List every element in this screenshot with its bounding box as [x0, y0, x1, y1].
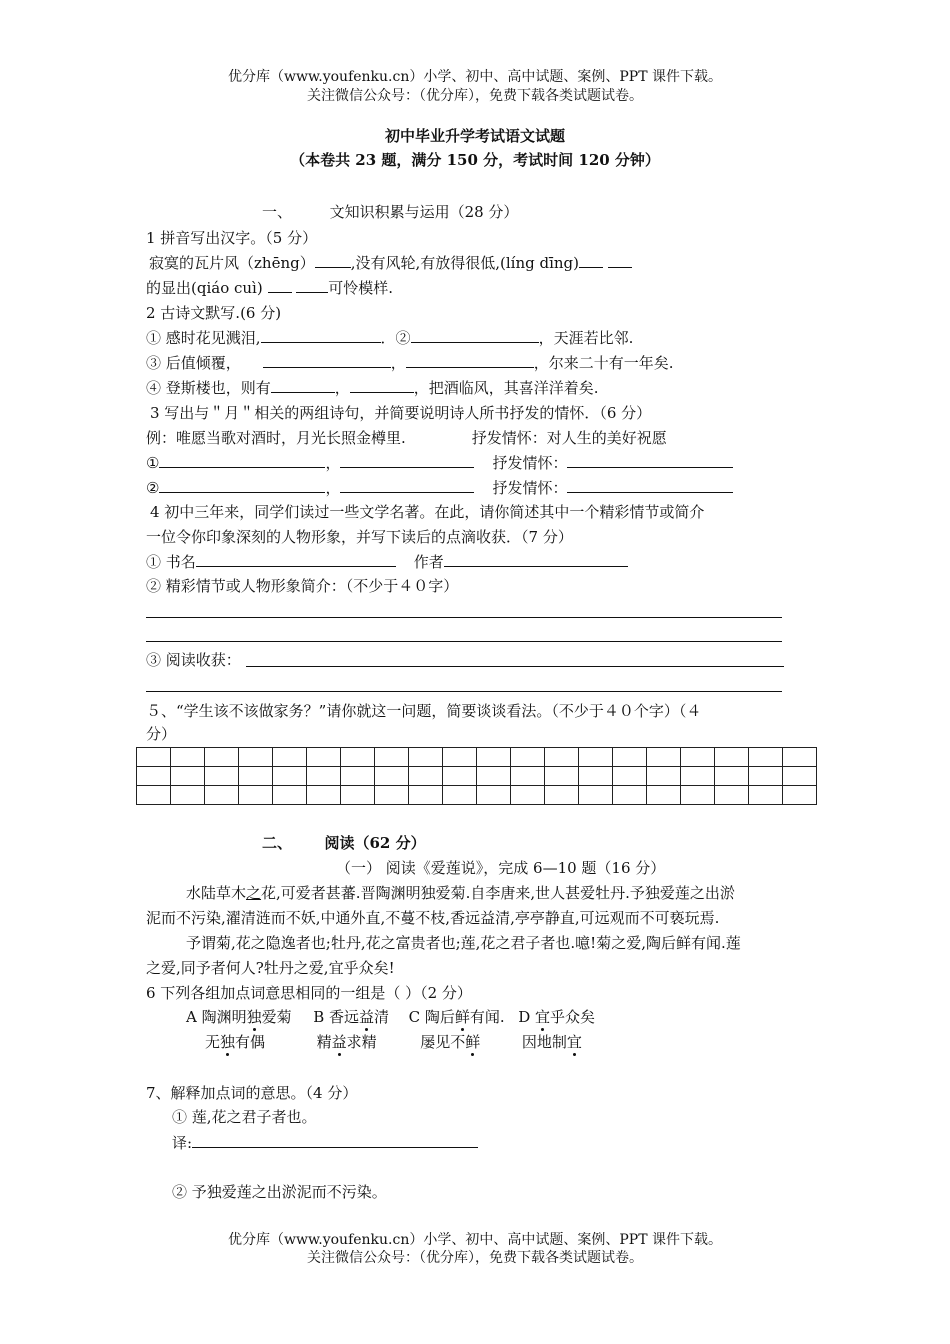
q3-line-1: ① ， 抒发情怀： — [146, 453, 733, 473]
q3-blank-3[interactable] — [567, 453, 733, 468]
section2-heading — [262, 833, 426, 853]
q6-title: 6 下列各组加点词意思相同的一组是（ ）（2 分） — [146, 984, 472, 1002]
reading-sub-heading: （一） 阅读《爱莲说》，完成 6—10 题（16 分） — [336, 859, 666, 877]
q7-item-1: ① 莲,花之君子者也。 — [172, 1108, 317, 1126]
section1-number: 一、 — [262, 203, 293, 221]
q3-blank-2[interactable] — [340, 453, 474, 468]
header-line-1: 优分库（www.youfenku.cn）小学、初中、高中试题、案例、PPT 课件下载。 — [227, 69, 722, 85]
q1-blank-5[interactable] — [296, 278, 328, 293]
q6-options-row-1: A 陶渊明独爱菊 B 香远益清 C 陶后鲜有闻. D 宜乎众矣 — [186, 1008, 596, 1026]
footer-line-1: 优分库（www.youfenku.cn）小学、初中、高中试题、案例、PPT 课件下载。 — [227, 1232, 722, 1248]
exam-subtitle: （本卷共 23 题，满分 150 分，考试时间 120 分钟） — [290, 151, 660, 169]
q2-blank-4[interactable] — [406, 353, 534, 368]
q7-translation-blank[interactable] — [192, 1133, 478, 1148]
header-line-2: 关注微信公众号：（优分库），免费下载各类试题试卷。 — [307, 88, 643, 104]
q7-item-2: ② 予独爱莲之出淤泥而不污染。 — [172, 1183, 387, 1201]
q2-blank-3[interactable] — [263, 353, 391, 368]
q2-blank-2[interactable] — [411, 328, 539, 343]
grid-row — [137, 767, 817, 786]
q2-blank-5[interactable] — [271, 378, 335, 393]
section2-title: 阅读（62 分） — [324, 834, 426, 852]
q2-title: 2 古诗文默写.(6 分) — [146, 304, 282, 322]
q4-book-blank[interactable] — [196, 552, 396, 567]
q5-answer-grid[interactable] — [136, 747, 817, 805]
q4-line-2: 一位令你印象深刻的人物形象，并写下读后的点滴收获．（7 分） — [146, 528, 573, 546]
q2-blank-1[interactable] — [261, 328, 381, 343]
q4-answer-line-2[interactable] — [146, 641, 782, 642]
q1-blank-2[interactable] — [579, 253, 603, 268]
q1-blank-3[interactable] — [608, 253, 632, 268]
q4-plot-label: ② 精彩情节或人物形象简介：（不少于４０字） — [146, 577, 459, 595]
q4-author-blank[interactable] — [444, 552, 628, 567]
section2-number: 二、 — [262, 834, 293, 852]
q3-blank-1[interactable] — [159, 453, 325, 468]
q1-line-2: 的显出(qiáo cuì) 可怜模样. — [146, 279, 394, 297]
exam-title: 初中毕业升学考试语文试题 — [384, 127, 565, 145]
passage-p1-line-1: 水陆草木之花,可爱者甚蕃.晋陶渊明独爱菊.自李唐来,世人甚爱牡丹.予独爱莲之出淤 — [186, 884, 735, 902]
q4-answer-line-3[interactable] — [146, 691, 782, 692]
q7-title: 7、解释加点词的意思。（4 分） — [146, 1084, 358, 1102]
q4-answer-line-1[interactable] — [146, 617, 782, 618]
section1-heading — [262, 202, 518, 222]
q4-gain-label: ③ 阅读收获： — [146, 651, 241, 669]
q2-line-1: ① 感时花见溅泪, ．② ，天涯若比邻. — [146, 329, 634, 347]
q2-blank-6[interactable] — [350, 378, 414, 393]
q1-blank-1[interactable] — [315, 253, 351, 268]
q4-book-author: ① 书名 作者 — [146, 552, 628, 572]
q5-line-2: 分） — [146, 725, 177, 743]
q2-line-2: ③ 后值倾覆， ， ，尔来二十有一年矣. — [146, 354, 674, 372]
q4-gain-blank[interactable] — [246, 666, 784, 667]
footer-line-2: 关注微信公众号：（优分库），免费下载各类试题试卷。 — [307, 1250, 643, 1266]
q3-example: 例：唯愿当歌对酒时，月光长照金樽里. 抒发情怀：对人生的美好祝愿 — [146, 429, 667, 447]
q2-line-3: ④ 登斯楼也，则有 ， ，把酒临风，其喜洋洋着矣. — [146, 379, 599, 397]
q3-blank-6[interactable] — [567, 478, 733, 493]
q3-line-2: ② ， 抒发情怀： — [146, 478, 733, 498]
q5-line-1: ５、“学生该不该做家务？”请你就这一问题，简要谈谈看法。（不少于４０个字）（４ — [146, 702, 702, 720]
q1-line-1: 寂寞的瓦片风（zhēng） ,没有风轮,有放得很低,(líng dīng) — [149, 253, 632, 273]
q3-blank-4[interactable] — [159, 478, 325, 493]
q3-title: 3 写出与＂月＂相关的两组诗句，并简要说明诗人所书抒发的情怀．（6 分） — [150, 404, 652, 422]
q6-options-row-2: 无独有偶 精益求精 屡见不鲜 因地制宜 — [205, 1033, 582, 1051]
q1-blank-4[interactable] — [268, 278, 292, 293]
grid-row — [137, 786, 817, 805]
section1-title: 文知识积累与运用（28 分） — [329, 203, 519, 221]
q1-title: 1 拼音写出汉字。（5 分） — [146, 229, 318, 247]
passage-p2-line-1: 予谓菊,花之隐逸者也;牡丹,花之富贵者也;莲,花之君子者也.噫!菊之爱,陶后鲜有闻.莲 — [186, 934, 741, 952]
q4-line-1: 4 初中三年来，同学们读过一些文学名著。在此，请你简述其中一个精彩情节或简介 — [150, 503, 705, 521]
q7-translation: 译: — [172, 1133, 478, 1153]
grid-row — [137, 748, 817, 767]
passage-p1-line-2: 泥而不污染,濯清涟而不妖,中通外直,不蔓不枝,香远益清,亭亭静直,可远观而不可亵玩焉. — [146, 909, 720, 927]
passage-p2-line-2: 之爱,同予者何人?牡丹之爱,宜乎众矣! — [146, 959, 395, 977]
q3-blank-5[interactable] — [340, 478, 474, 493]
